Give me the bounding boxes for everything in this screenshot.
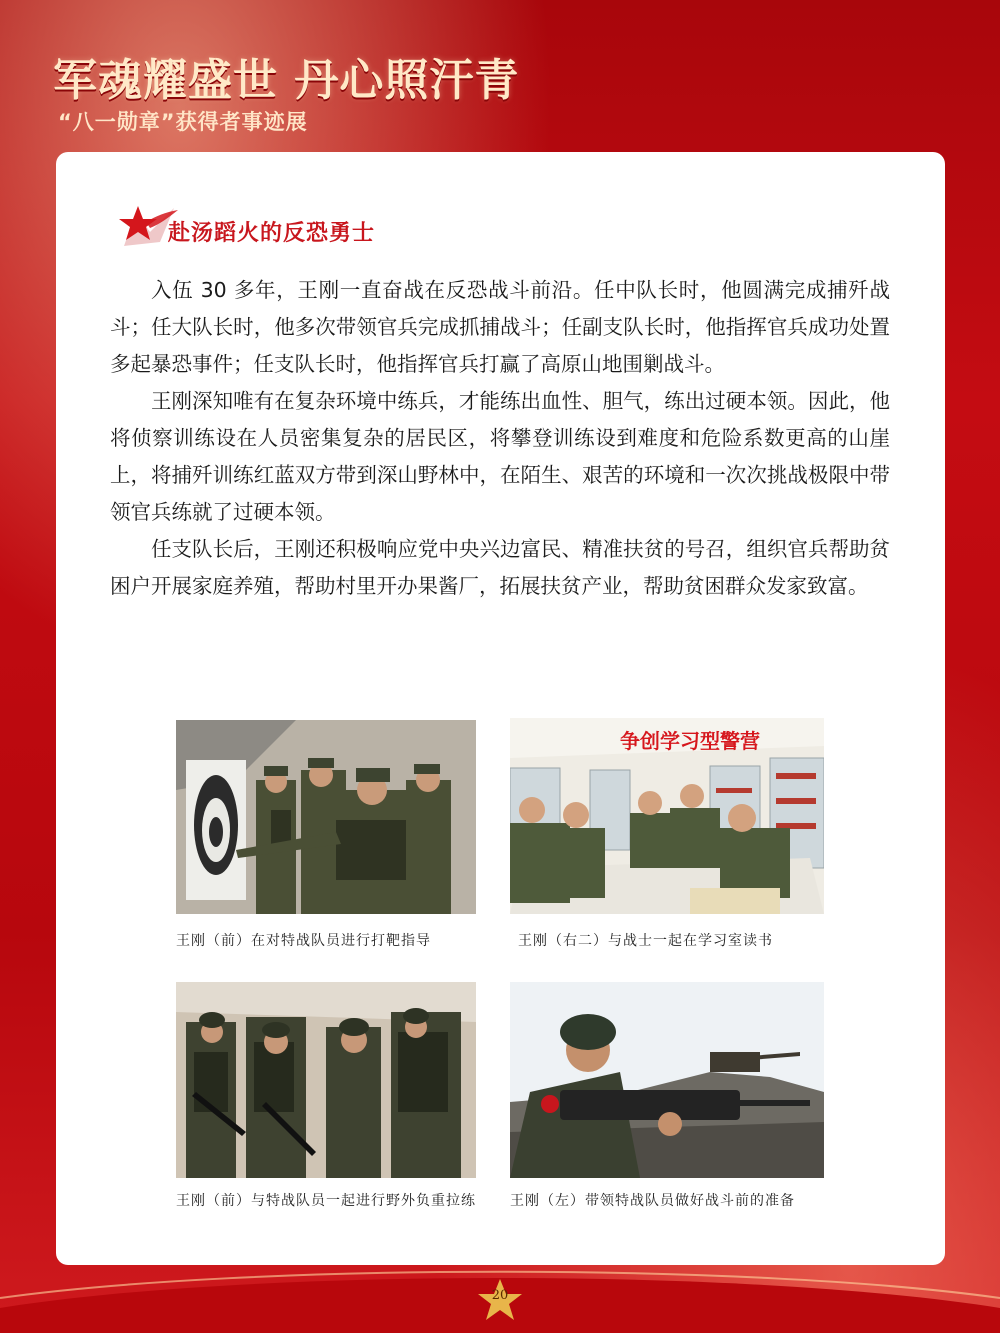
photo-caption: 王刚（右二）与战士一起在学习室读书 <box>518 933 773 949</box>
photo-caption: 王刚（前）在对特战队员进行打靶指导 <box>176 933 431 949</box>
photo-caption: 王刚（左）带领特战队员做好战斗前的准备 <box>510 1193 795 1209</box>
photo-study-room <box>510 718 824 914</box>
section-title: 赴汤蹈火的反恐勇士 <box>168 221 376 246</box>
page-number: 20 <box>491 1288 509 1303</box>
paragraph: 任支队长后，王刚还积极响应党中央兴边富民、精准扶贫的号召，组织官兵帮助贫困户开展家庭养殖，帮助村里开办果酱厂，拓展扶贫产业，帮助贫困群众发家致富。 <box>110 537 890 598</box>
photo-shooting-guidance <box>176 720 476 914</box>
content-card <box>56 152 945 1265</box>
photo-battle-prep <box>510 982 824 1178</box>
paragraph: 入伍 30 多年，王刚一直奋战在反恐战斗前沿。任中队长时，他圆满完成捕歼战斗；任大队长时，他多次带领官兵完成抓捕战斗；任副支队长时，他指挥官兵成功处置多起暴恐事件；任支队长时，他指挥官兵打赢了高原山地围剿战斗。 <box>110 278 890 376</box>
page-subtitle: “八一勋章”获得者事迹展 <box>58 110 308 134</box>
paragraph: 王刚深知唯有在复杂环境中练兵，才能练出血性、胆气，练出过硬本领。因此，他将侦察训练设在人员密集复杂的居民区，将攀登训练设到难度和危险系数更高的山崖上，将捕歼训练红蓝双方带到深山野林中，在陌生、艰苦的环境和一次次挑战极限中带领官兵练就了过硬本领。 <box>110 389 890 524</box>
photo-field-march-image <box>176 982 476 1178</box>
article-body <box>110 272 890 605</box>
photo-field-march <box>176 982 476 1178</box>
photo-caption: 王刚（前）与特战队员一起进行野外负重拉练 <box>176 1193 476 1209</box>
photo-shooting-guidance-image <box>176 720 476 914</box>
photo-battle-prep-image <box>510 982 824 1178</box>
section-heading <box>116 202 516 252</box>
banner-text: 争创学习型警营 <box>620 729 760 753</box>
photo-study-room-image <box>510 718 824 914</box>
page-title: 军魂耀盛世 丹心照汗青 <box>53 55 520 106</box>
